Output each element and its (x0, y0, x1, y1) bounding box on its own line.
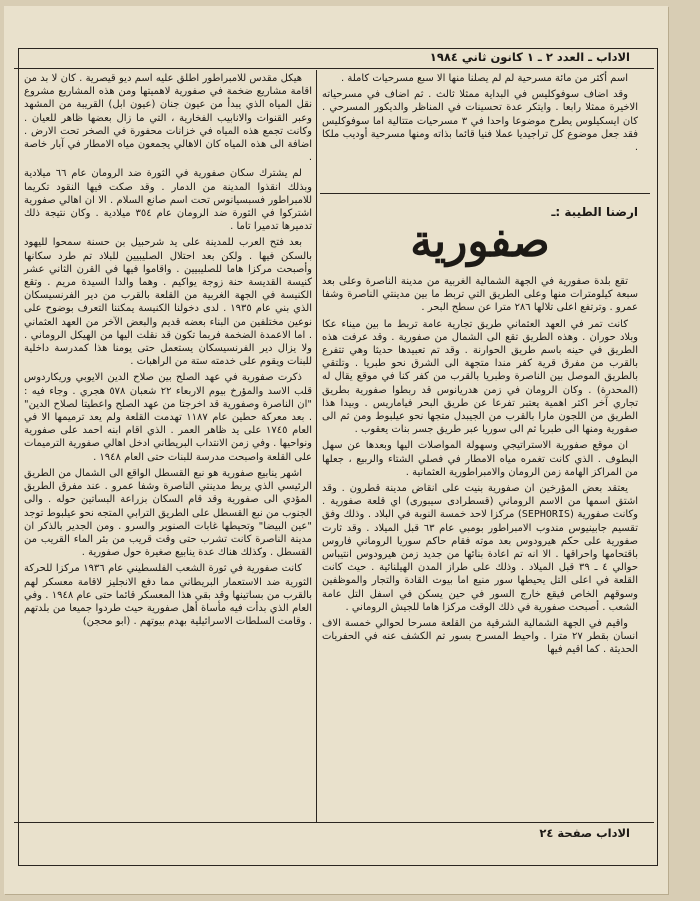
paragraph: ذكرت صفورية في عهد الصلح بين صلاح الدين الايوبي وريكاردوس قلب الاسد والمؤرخ بيوم الاربعاء ٢٢ شعبان ٥٧٨ هجري . وجاء فيه : "ان الناصرة وصفورية قد اخرجتا من عهد الصلح واعطيتا لصلاح الدين" . بعد معركة حطين عام ١١٨٧ تهدمت القلعة ولم يعد ترميمها الا في العام ١٧٤٥ على يد ظاهر العمر . الذي اقام ابنه احمد على صفورية ونواحيها . وفي زمن الانتداب البريطاني ادخل اهالي صفورية الترميمات على القلعة واصبحت مدرسة للبنات حتى العام ١٩٤٨ . (24, 372, 313, 463)
paragraph: ان موقع صفورية الاستراتيجي وسهولة المواصلات اليها وبعدها عن سهل البطوف . الذي كانت تغمره مياه الامطار في فصلي الشتاء والربيع ، جعلها من المراكز الهامة زمن الرومان والامبراطورية العثمانية . (322, 440, 638, 478)
previous-article-ending (322, 72, 638, 157)
paragraph: كانت تمر في العهد العثماني طريق تجارية عامة تربط ما بين ميناء عكا وبلاد حوران . وهذه الطريق تقع الى الشمال من صفورية . وقد عرفت هذه الطريق في حينه باسم طريق الحوارنة . وقد تم تعبيدها حديثا وهي تتفرع بالقرب من مفرق قرية كفر مندا متجهة الى الشرق نحو طبريا . وتلتقي بالطريق الموصل بين الناصرة وطبريا بالقرب من كفر كنا في موقع يقال له (المحدرة) . وكان الرومان في زمن هدريانوس قد ربطوا صفورية بطريق تجاري آخر اكثر اهمية يعتبر تفرعا عن طريق البحر فياماريس . وبيدا هذا الطريق من اللجون مارا بالقرب من الجيبدل متجها نحو عيلبوط ومن ثم الى صفورية ومنها الى طبريا ثم الى سوريا عبر طريق جسر بنات يعقوب . (322, 318, 638, 436)
header-rule (14, 68, 654, 69)
paragraph: تقع بلدة صفورية في الجهة الشمالية الغربية من مدينة الناصرة وعلى بعد سبعة كيلومترات منها وعلى الطريق التي تربط ما بين مدينتي الناصرة وشفا عمرو . وترتفع اعلى تلالها ٢٨٦ مترا عن سطح البحر . (322, 276, 638, 314)
paragraph: واقيم في الجهة الشمالية الشرقية من القلعة مسرحا لحوالي خمسة الاف انسان بقطر ٢٧ مترا . واحيط المسرح بسور تم الكشف عنه في الحفريات الحديثة . كما اقيم فيها (322, 618, 638, 656)
article-body-right-column (322, 275, 638, 660)
article-title: صفورية (410, 216, 550, 267)
latin-term: SEPHORIS (521, 509, 570, 521)
page-footer: الاداب صفحة ٢٤ (539, 826, 630, 840)
article-body-left-column (24, 72, 312, 631)
paragraph: هيكل مقدس للامبراطور اطلق عليه اسم ديو قيصرية . كان لا بد من اقامة مشاريع ضخمة في صفورية لاهميتها ومن هذه المشاريع مشروع نقل المياه الذي يبدأ من عيون جنان (عيون ابل) القريبة من المشهد وعبر القنوات والانابيب الفخارية ، التي ما زال بعضها ظاهر للعيان . وكانت تجمع هذه المياه في خزانات محفورة في الصخر تحت الارض . اضافة الى هذه المياه كان الاهالي يجمعون مياه الامطار في آبار خاصة . (24, 73, 312, 164)
paragraph-text: مركزا لاحد خمسة النوبة في البلاد . وذلك وفق تقسيم جابينيوس مندوب الامبراطور بومبي عام ٦٣ قبل الميلاد . وقد ثارت صفورية على حكم هيرودوس بعد موته فقام حاكم سوريا الروماني فاروس باقتحامها واحراقها . الا انه تم اعادة بنائها من جديد زمن هيرودوس انتيباس حوالي ٤ ـ ٣٩ قبل الميلاد . وذلك على طراز المدن الهيلنائية . حيث كانت القلعة في اعلى التل يحيطها سور منيع اما بيوت القادة والتجار والموظفين وسوقهم الخاص فيقع خارج السور في حين يسكن في اسفل التل عامة الشعب . أصبحت صفورية في ذلك الوقت مركزا هاما للجيش الروماني . (322, 509, 639, 613)
paragraph-text: يعتقد بعض المؤرخين ان صفورية بنيت على انقاض مدينة قطرون . وقد اشتق اسمها من الاسم الروماني (قسطرادى سيبورى) اي قلعة صفورية . وكانت صفورية (322, 483, 638, 521)
running-header: الاداب ـ العدد ٢ ـ ١ كانون ثاني ١٩٨٤ (429, 50, 630, 64)
paragraph: بعد فتح العرب للمدينة على يد شرحبيل بن حسنة سمحوا لليهود بالسكن فيها . ولكن بعد احتلال الصليبيين للبلاد تم طرد سكانها وأصبحت مركزا هاما للصليبيين . واقاموا فيها في القرن الثاني عشر كنيسة القديسة حنة زوجة يواكيم . وهما والدا السيدة مريم . وتقع الكنيسة في الجهة الغربية من القلعة بالقرب من دير الفرنسيسكان الذي بني عام ١٩٣٥ . لدى دخولنا الكنيسة يمكننا التعرف بوضوح على نوعين مختلفين من البناء بعضه قديم والبعض الآخر من العهد العثماني . اما الاعمدة الضخمة فربما تكون قد نقلت اليها من الهيكل الروماني . ولا يزال دير الفرنسيسكان يستعمل حتى يومنا هذا كمدرسة داخلية للبنات ويقوم على خدمته ستة من الراهبات . (24, 237, 313, 368)
footer-rule (14, 822, 654, 823)
section-separator (320, 193, 650, 194)
paragraph: يعتقد بعض المؤرخين ان صفورية بنيت على انقاض مدينة قطرون . وقد اشتق اسمها من الاسم الروماني (قسطرادى سيبورى) اي قلعة صفورية . وكانت صفورية (SEPHORIS) مركزا لاحد خمسة النوبة في البلاد . وذلك وفق تقسيم جابينيوس مندوب الامبراطور بومبي عام ٦٣ قبل الميلاد . وقد ثارت صفورية على حكم هيرودوس بعد موته فقام حاكم سوريا الروماني فاروس باقتحامها واحراقها . الا انه تم اعادة بنائها من جديد زمن هيرودوس انتيباس حوالي ٤ ـ ٣٩ قبل الميلاد . وذلك على طراز المدن الهيلنائية . حيث كانت القلعة في اعلى التل يحيطها سور منيع اما بيوت القادة والتجار والموظفين وسوقهم الخاص فيقع خارج السور في حين يسكن في اسفل التل عامة الشعب . أصبحت صفورية في ذلك الوقت مركزا هاما للجيش الروماني . (322, 483, 639, 613)
paragraph: اسم أكثر من مائة مسرحية لم لم يصلنا منها الا سبع مسرحيات كاملة . (340, 73, 628, 84)
column-divider (316, 70, 317, 822)
paragraph: لم يشترك سكان صفورية في الثورة ضد الرومان عام ٦٦ ميلادية وبذلك انقذوا المدينة من الدمار . وقد صكت فيها النقود تكريما للامبراطور فسبسيانوس تحت اسم صانع السلام . الا ان اهالي صفورية اشتركوا في الثورة ضد الرومان عام ٣٥٤ ميلادية . وكان نتيجة ذلك تدميرها تدميرا تاما . (24, 168, 312, 233)
paragraph: وقد اضاف سوفوكليس في البداية ممثلا ثالث . ثم اضاف في مسرحياته الاخيرة ممثلا رابعا . وايتكر عدة تحسينات في المناظر والديكور المسرحي . كان ايسكيلوس يطرح موضوعا واحدا في ٣ مسرحيات متتالية اما سوفوكليس فقد جعل موضوع كل تراجيديا عملا فنيا قائما بذاته ومنها مسرحية أوديب ملكا . (322, 89, 639, 154)
paragraph: اشهر ينابيع صفورية هو نبع القسطل الواقع الى الشمال من الطريق الرئيسي الذي يربط مدينتي الناصرة وشفا عمرو . عند مفرق الطريق المؤدي الى صفورية وقد قام السكان بزراعة البساتين حوله . والى الجنوب من نبع القسطل على الطريق الترابي المتجه نحو عيلبوط توجد "عين البيضا" وتحيطها غابات الصنوبر والسرو . ومن الجدير بالذكر ان مدينة الناصرة كانت تشرب حتى وقت قريب من بئر الماء القريب من القسطل . وكذلك هناك عدة ينابيع صغيرة حول صفورية . (24, 467, 312, 559)
section-label: ارضنا الطيبة :ـ (551, 205, 638, 219)
paragraph: كانت صفورية في ثورة الشعب الفلسطيني عام ١٩٣٦ مركزا للحركة الثورية ضد الاستعمار البريطاني مما دفع الانجليز لاقامة معسكر لهم بالقرب من بساتينها وقد بقي هذا المعسكر قائما حتى عام ١٩٤٨ . وفي العام الذي بدأت فيه مأساة أهل صفورية حيث طردوا جميعا من بلدتهم . وقامت السلطات الاسرائيلية بهدم بيوتهم . (ابو محجن) (24, 563, 312, 628)
